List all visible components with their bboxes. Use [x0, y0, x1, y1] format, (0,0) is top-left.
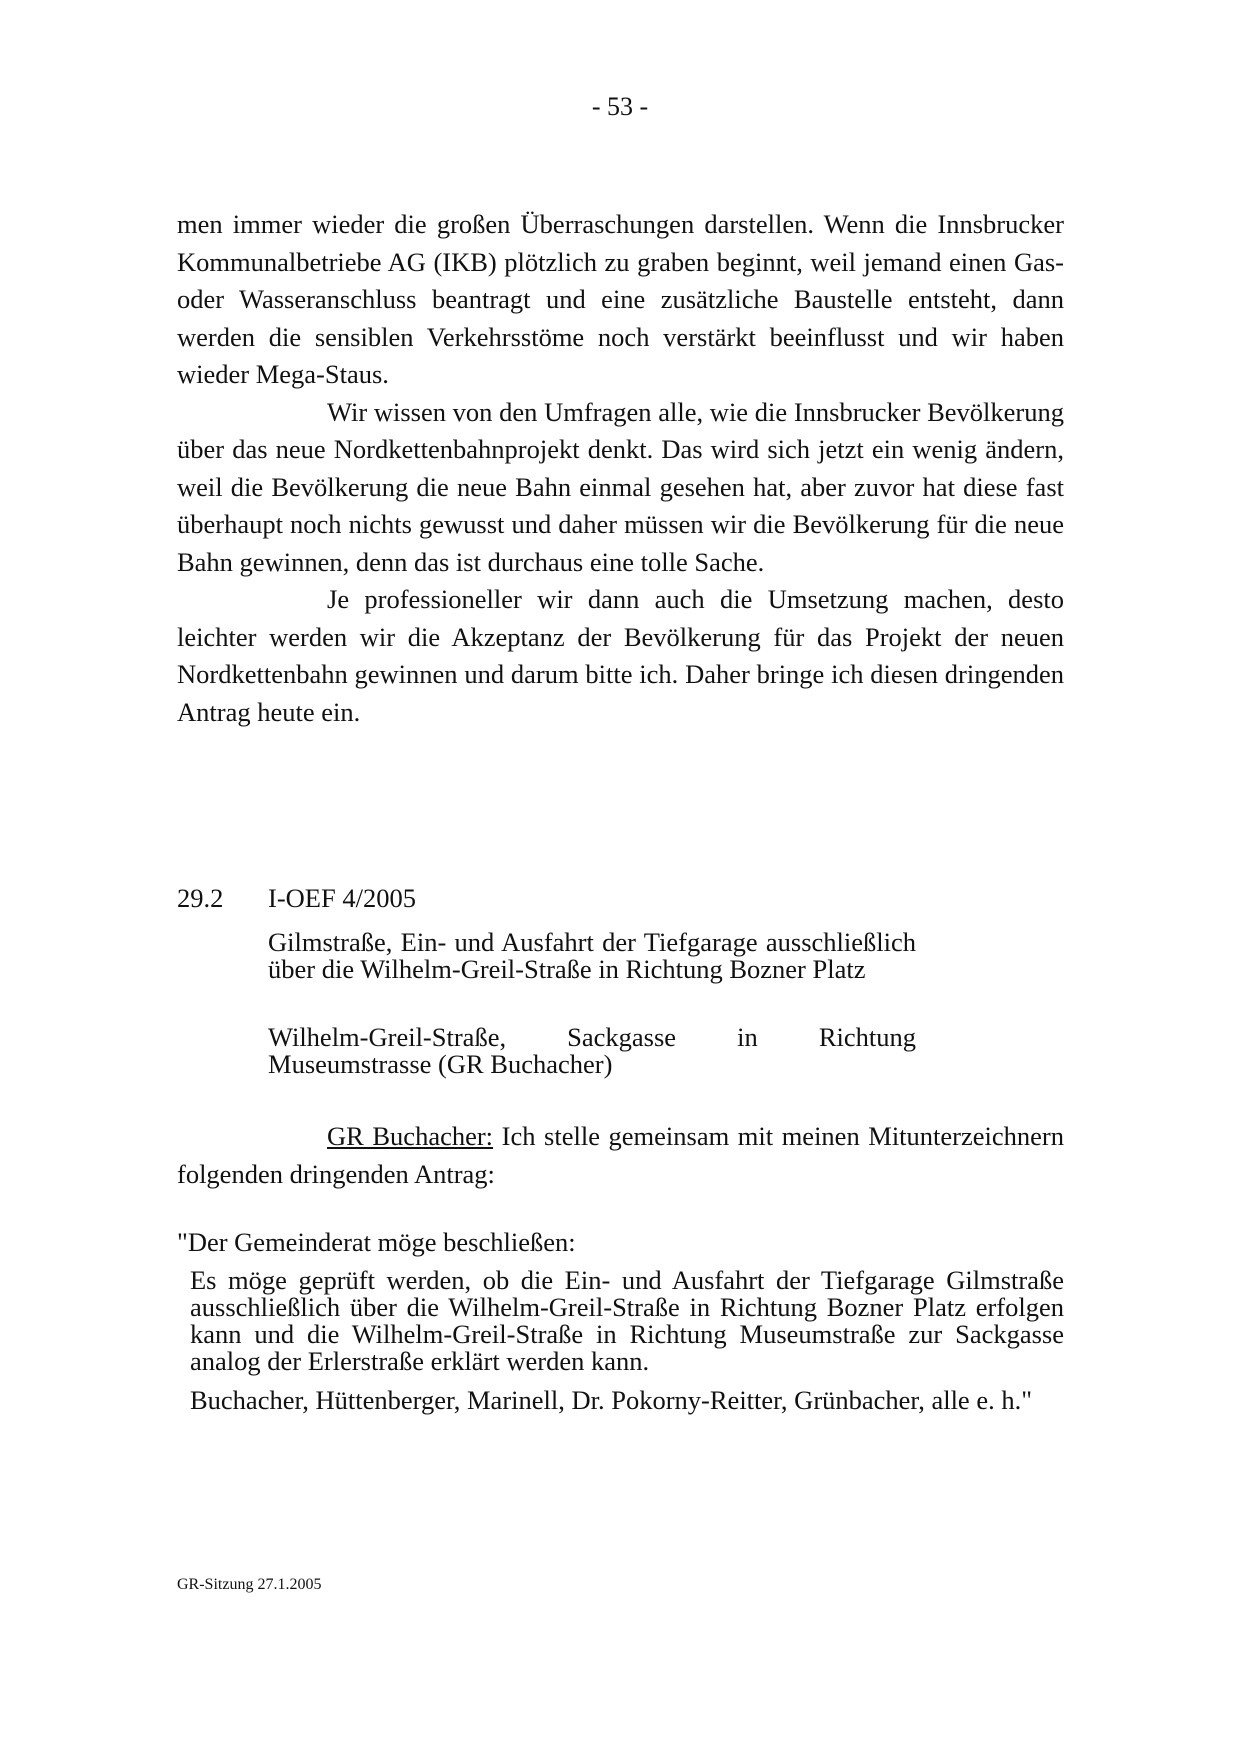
speaker-name: GR Buchacher:: [327, 1121, 494, 1151]
paragraph: Je professioneller wir dann auch die Umsetzung machen, desto leichter werden wir die Akzeptanz der Bevölkerung für das Projekt der neuen Nordkettenbahn gewinnen und darum bitte ich. Daher bringe ich diesen dringenden Antrag heute ein.: [177, 584, 1064, 727]
paragraph: men immer wieder die großen Überraschungen darstellen. Wenn die Innsbrucker Kommunalbetriebe AG (IKB) plötzlich zu graben beginnt, weil jemand einen Gas- oder Wasseranschluss beantragt und eine zusätzliche Baustelle entsteht, dann werden die sensiblen Verkehrsstöme noch verstärkt beeinflusst und wir haben wieder Mega-Staus.: [177, 209, 1064, 389]
paragraph: Wir wissen von den Umfragen alle, wie die Innsbrucker Bevölkerung über das neue Nordkettenbahnprojekt denkt. Das wird sich jetzt ein wenig ändern, weil die Bevölkerung die neue Bahn einmal gesehen hat, aber zuvor hat diese fast überhaupt noch nichts gewusst und daher müssen wir die Bevölkerung für die neue Bahn gewinnen, denn das ist durchaus eine tolle Sache.: [177, 396, 1064, 577]
motion-signatories: Buchacher, Hüttenberger, Marinell, Dr. Pokorny-Reitter, Grünbacher, alle e. h.": [190, 1385, 1033, 1415]
speech-text: Ich stelle gemeinsam mit meinen Mitunterzeichnern folgenden dringenden Antrag:: [177, 1121, 1064, 1189]
page-footer: GR-Sitzung 27.1.2005: [177, 1576, 322, 1593]
agenda-item-number: 29.2: [177, 883, 224, 913]
page-number: - 53 -: [591, 92, 649, 121]
motion-text: Es möge geprüft werden, ob die Ein- und Ausfahrt der Tiefgarage Gilmstraße ausschließlich über die Wilhelm-Greil-Straße in Richtung Bozner Platz erfolgen kann und die Wilhelm-Greil-Straße in Richtung Museumstraße zur Sackgasse analog der Erlerstraße erklärt werden kann.: [190, 1265, 1064, 1376]
speech-continuation: [177, 206, 1064, 731]
agenda-item-description: Gilmstraße, Ein- und Ausfahrt der Tiefgarage ausschließlich über die Wilhelm-Greil-Straße in Richtung Bozner Platz: [268, 927, 916, 984]
speech-block: [177, 1118, 1064, 1193]
agenda-item-description: Wilhelm-Greil-Straße, Sackgasse in Richtung Museumstrasse (GR Buchacher): [268, 1022, 916, 1079]
agenda-item-code: I-OEF 4/2005: [268, 883, 416, 913]
speech-paragraph: [177, 1118, 1064, 1193]
motion-intro: "Der Gemeinderat möge beschließen:: [177, 1227, 576, 1257]
